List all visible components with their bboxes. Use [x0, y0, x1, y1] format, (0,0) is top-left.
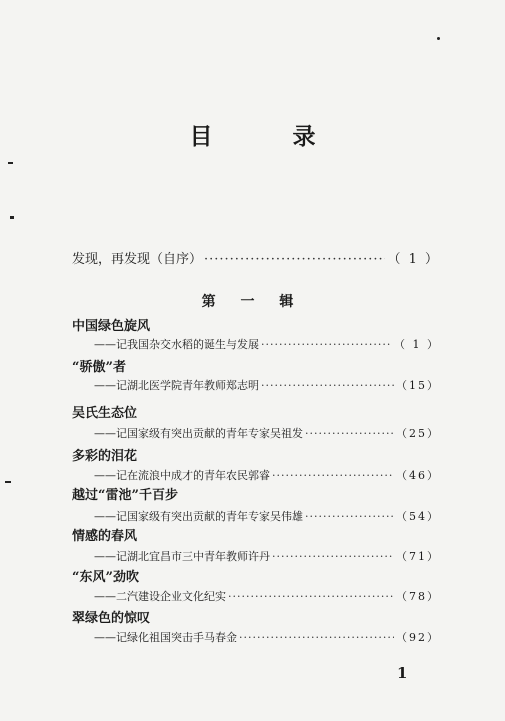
- entry-subtitle-row: [94, 508, 440, 524]
- toc-title: 目 录: [189, 123, 352, 150]
- entry-subtitle: ——记湖北医学院青年教师郑志明: [94, 379, 259, 392]
- dot-leader: [305, 427, 394, 440]
- entry-subtitle-row: [94, 467, 440, 483]
- entry-heading: 中国绿色旋风: [72, 319, 151, 334]
- scan-speck: [8, 162, 13, 164]
- entry-heading: 情感的春风: [72, 529, 138, 544]
- entry-page: （46）: [396, 469, 440, 482]
- entry-heading: “骄傲”者: [72, 360, 126, 375]
- entry-subtitle-row: [94, 377, 440, 393]
- entry-page: （92）: [396, 631, 440, 644]
- entry-subtitle: ——记绿化祖国突击手马春金: [94, 631, 237, 644]
- entry-heading: 翠绿色的惊叹: [72, 611, 151, 626]
- entry-page: （25）: [396, 427, 440, 440]
- entry-subtitle-row: [94, 548, 440, 564]
- entry-subtitle: ——记国家级有突出贡献的青年专家吴祖发: [94, 427, 303, 440]
- entry-subtitle: ——二汽建设企业文化纪实: [94, 590, 226, 603]
- page-number: 1: [397, 664, 408, 682]
- entry-heading: 多彩的泪花: [72, 449, 138, 464]
- entry-heading: 吴氏生态位: [72, 406, 138, 421]
- entry-subtitle: ——记国家级有突出贡献的青年专家吴伟雄: [94, 510, 303, 523]
- entry-subtitle: ——记我国杂交水稻的诞生与发展: [94, 338, 259, 351]
- scan-speck: [10, 216, 14, 219]
- dot-leader: [261, 379, 394, 392]
- entry-subtitle: ——记在流浪中成才的青年农民郭睿: [94, 469, 270, 482]
- scan-speck: [437, 37, 440, 40]
- entry-page: （15）: [396, 379, 440, 392]
- entry-page: （78）: [396, 590, 440, 603]
- entry-page: （ 1 ）: [394, 338, 440, 351]
- entry-subtitle-row: [94, 629, 440, 645]
- preface-label: 发现，再发现（自序）: [72, 252, 203, 267]
- entry-subtitle-row: [94, 336, 440, 352]
- scan-speck: [5, 481, 11, 483]
- dot-leader: [204, 252, 385, 267]
- entry-heading: “东风”劲吹: [72, 570, 139, 585]
- entry-page: （54）: [396, 510, 440, 523]
- dot-leader: [261, 338, 392, 351]
- preface-entry: [72, 248, 440, 267]
- section-heading: 第 一 辑: [201, 294, 304, 310]
- entry-subtitle: ——记湖北宜昌市三中青年教师许丹: [94, 550, 270, 563]
- entry-heading: 越过“雷池”千百步: [72, 488, 178, 503]
- preface-page: （ 1 ）: [387, 252, 440, 267]
- dot-leader: [228, 590, 394, 603]
- dot-leader: [239, 631, 394, 644]
- dot-leader: [305, 510, 394, 523]
- entry-page: （71）: [396, 550, 440, 563]
- entry-subtitle-row: [94, 425, 440, 441]
- entry-subtitle-row: [94, 588, 440, 604]
- dot-leader: [272, 550, 394, 563]
- dot-leader: [272, 469, 394, 482]
